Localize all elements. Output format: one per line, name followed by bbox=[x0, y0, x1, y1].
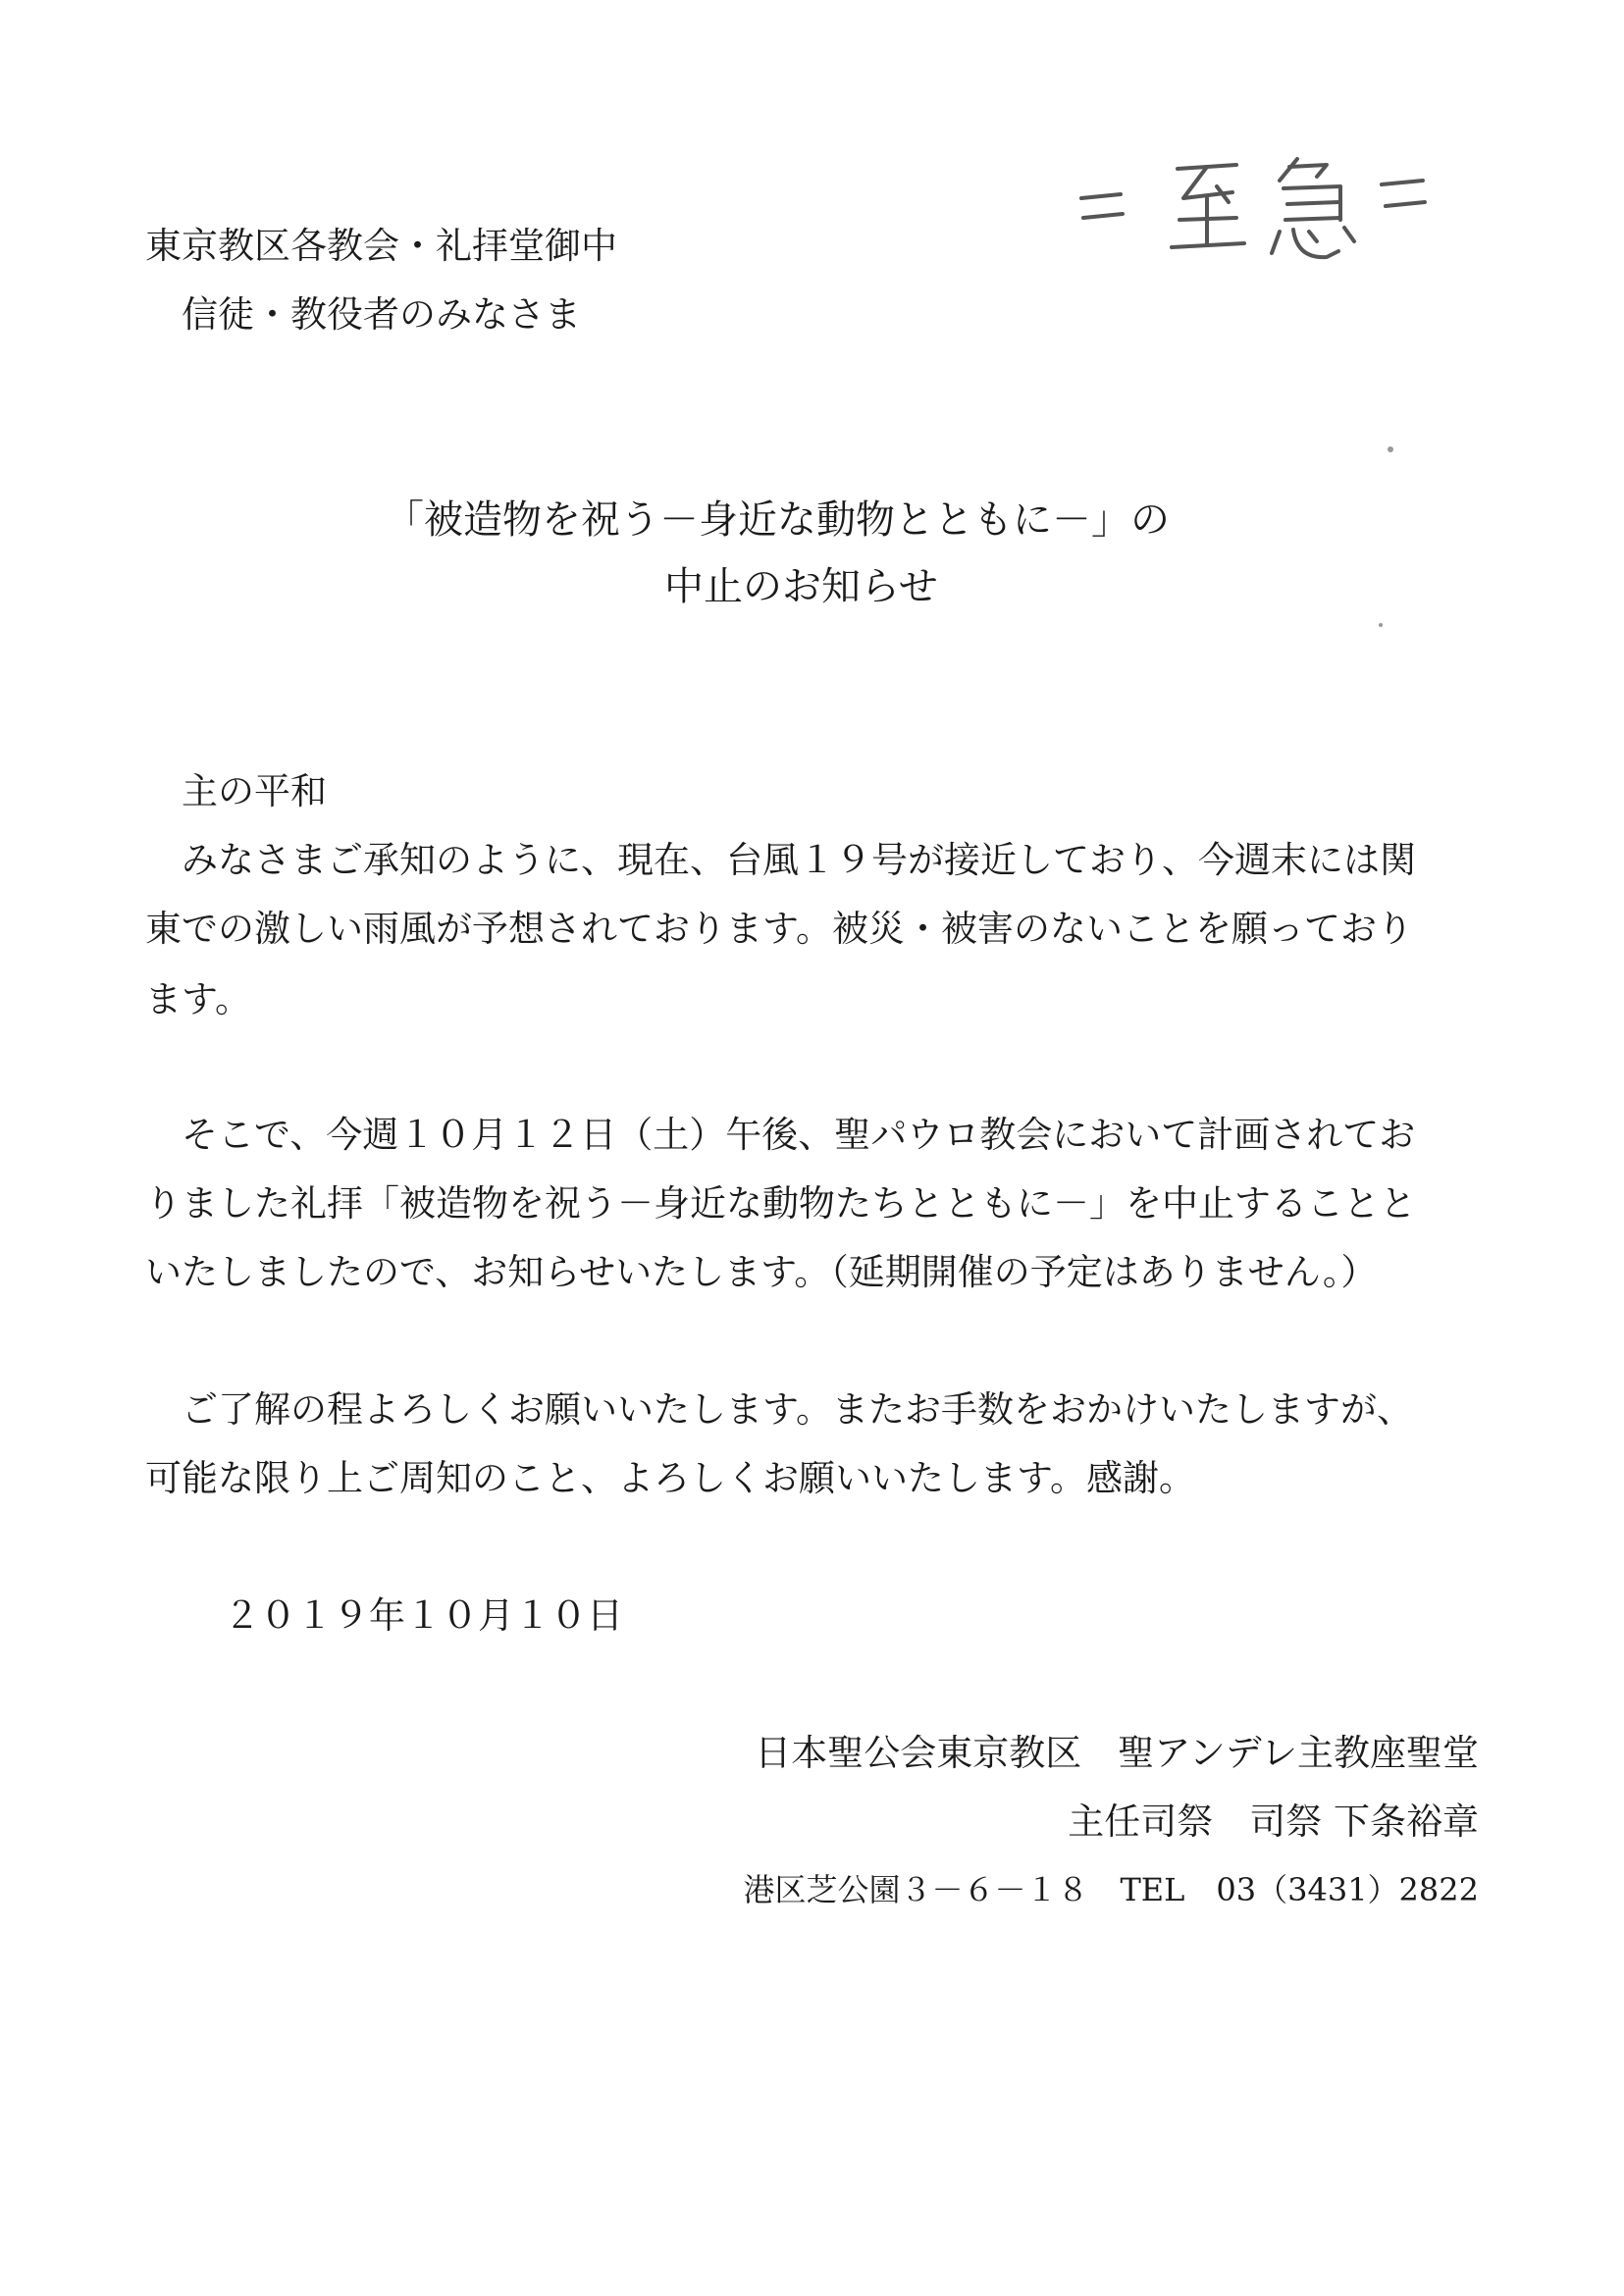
paragraph-1-line-2: 東での激しい雨風が予想されております。被災・被害のないことを願っており bbox=[145, 908, 1414, 950]
sender-address: 港区芝公園３－６－１８ TEL 03（3431）2822 bbox=[743, 1871, 1479, 1908]
paragraph-3-line-2: 可能な限り上ご周知のこと、よろしくお願いいたします。感謝。 bbox=[145, 1457, 1196, 1499]
scan-speck bbox=[1388, 446, 1393, 452]
title-line-2: 中止のお知らせ bbox=[664, 564, 938, 609]
title-line-1: 「被造物を祝う－身近な動物とともに－」の bbox=[385, 497, 1170, 543]
greeting: 主の平和 bbox=[182, 770, 327, 812]
document-date: ２０１９年１０月１０日 bbox=[224, 1594, 623, 1637]
addressee-line-1: 東京教区各教会・礼拝堂御中 bbox=[145, 225, 617, 267]
paragraph-1-line-3: ます。 bbox=[145, 978, 252, 1020]
addressee-line-2: 信徒・教役者のみなさま bbox=[182, 293, 581, 336]
paragraph-2-line-3: いたしましたので、お知らせいたします。（延期開催の予定はありません。） bbox=[145, 1251, 1378, 1293]
paragraph-3-line-1: ご了解の程よろしくお願いいたします。またお手数をおかけいたしますが、 bbox=[182, 1388, 1414, 1431]
paragraph-1-line-1: みなさまご承知のように、現在、台風１９号が接近しており、今週末には関 bbox=[182, 839, 1416, 881]
paragraph-2-line-2: りました礼拝「被造物を祝う－身近な動物たちとともに－」を中止することと bbox=[145, 1182, 1416, 1225]
sender-organization: 日本聖公会東京教区 聖アンデレ主教座聖堂 bbox=[755, 1732, 1479, 1774]
sender-person: 主任司祭 司祭 下条裕章 bbox=[1068, 1800, 1479, 1843]
urgent-handwritten-mark bbox=[1070, 137, 1462, 285]
scan-speck bbox=[1379, 623, 1383, 627]
paragraph-2-line-1: そこで、今週１０月１２日（土）午後、聖パウロ教会において計画されてお bbox=[182, 1114, 1416, 1156]
